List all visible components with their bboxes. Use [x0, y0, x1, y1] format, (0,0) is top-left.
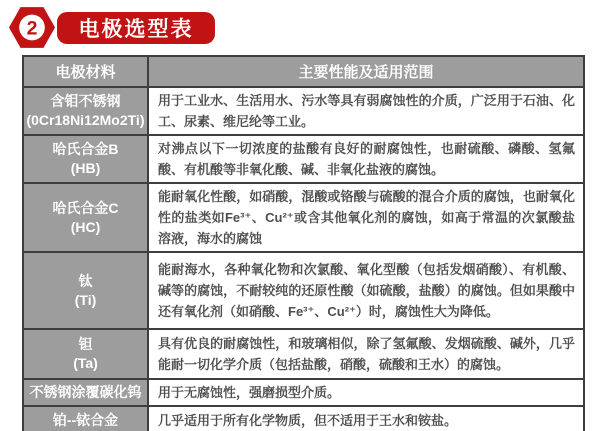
material-cell [23, 406, 148, 431]
step-number-badge [9, 6, 55, 49]
material-name: 不锈钢涂覆碳化钨 [29, 384, 142, 400]
column-header-material: 电极材料 [23, 56, 148, 87]
material-name: 钽 [78, 336, 93, 352]
column-header-properties: 主要性能及适用范围 [148, 56, 584, 87]
table-row [23, 135, 584, 183]
material-cell [23, 135, 148, 183]
description-cell: 对沸点以下一切浓度的盐酸有良好的耐腐蚀性，也耐硫酸、磷酸、氢氟酸、有机酸等非氧化酸、碱、非氧化盐液的腐蚀。 [148, 135, 584, 183]
material-grade: (HC) [70, 218, 101, 235]
material-grade: (Ta) [73, 355, 98, 371]
description-cell: 具有优良的耐腐蚀性，和玻璃相似，除了氢氟酸、发烟硫酸、碱外，几乎能耐一切化学介质（包括盐酸，硝酸，硫酸和王水）的腐蚀。 [148, 329, 584, 379]
material-name: 钛 [78, 272, 93, 289]
table-row [23, 406, 584, 431]
page-title: 电极选型表 [78, 18, 194, 41]
material-name: 哈氏合金C [52, 199, 119, 216]
material-cell [23, 329, 148, 379]
material-cell [23, 252, 148, 329]
table-header-row [23, 56, 584, 87]
material-name: 铂--铱合金 [52, 411, 119, 428]
description-cell: 能耐氧化性酸，如硝酸，混酸或铬酸与硫酸的混合介质的腐蚀，也耐氧化性的盐类如Fe³⁺、Cu²⁺或含其他氧化剂的腐蚀，如高于常温的次氯酸盐溶液，海水的腐蚀 [148, 183, 584, 252]
material-grade: (Ti) [74, 291, 97, 308]
table-row [23, 252, 584, 329]
section-title-banner [57, 12, 215, 44]
badge-number: 2 [26, 17, 38, 40]
material-name: 含钼不锈钢 [50, 93, 121, 109]
electrode-selection-table [22, 55, 585, 431]
table-row [23, 329, 584, 379]
description-cell: 能耐海水，各种氧化物和次氯酸、氧化型酸（包括发烟硝酸）、有机酸、碱等的腐蚀，不耐较纯的还原性酸（如硫酸，盐酸）的腐蚀。但如果酸中还有氧化剂（如硝酸、Fe³⁺、Cu²⁺）时，腐蚀性大为降低。 [148, 252, 584, 329]
material-cell [23, 379, 148, 406]
table-row [23, 183, 584, 252]
material-name: 哈氏合金B [52, 141, 119, 157]
material-grade: (HB) [70, 160, 101, 176]
table-row [23, 379, 584, 406]
material-cell [23, 183, 148, 252]
description-cell: 用于工业水、生活用水、污水等具有弱腐蚀性的介质，广泛用于石油、化工、尿素、维尼纶等工业。 [148, 87, 584, 135]
description-cell: 用于无腐蚀性，强磨损型介质。 [148, 379, 584, 406]
material-grade: (0Cr18Ni12Mo2Ti) [26, 112, 145, 128]
table-row [23, 87, 584, 135]
description-cell: 几乎适用于所有化学物质，但不适用于王水和铵盐。 [148, 406, 584, 431]
material-cell [23, 87, 148, 135]
